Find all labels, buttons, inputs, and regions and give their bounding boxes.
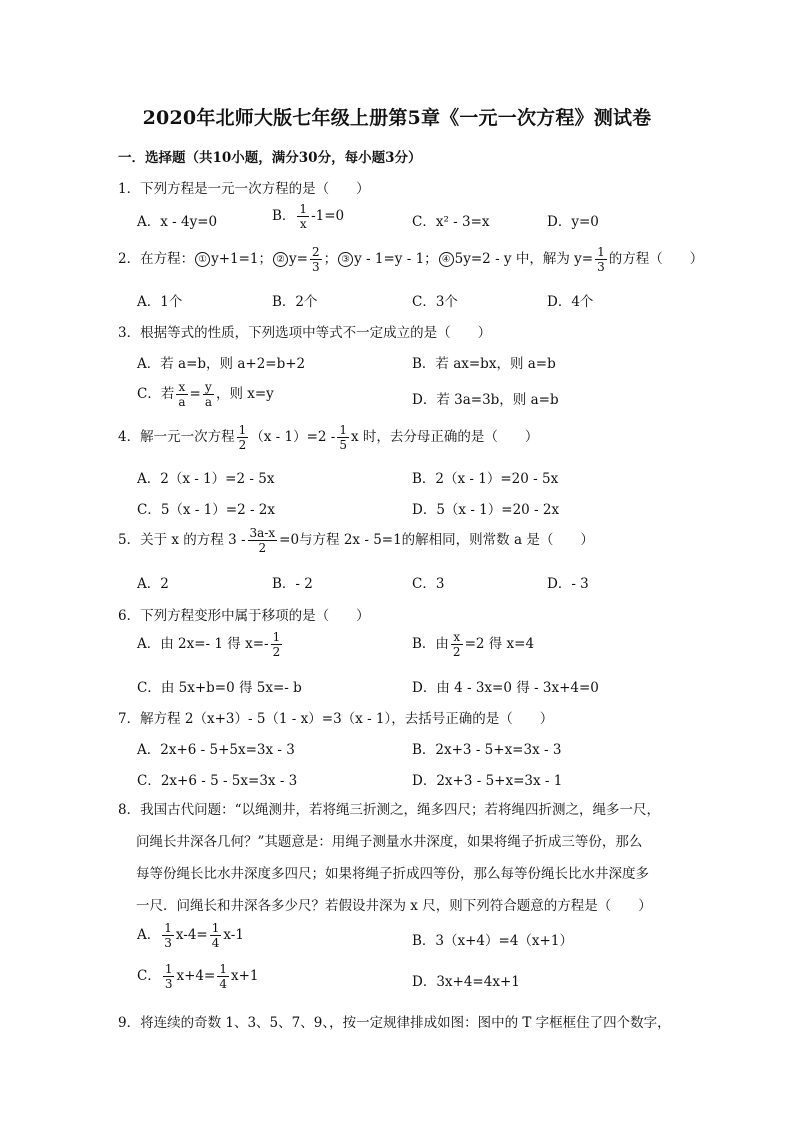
fraction bbox=[176, 381, 187, 408]
q3-option-b: B．若 ax=bx，则 a=b bbox=[412, 356, 556, 372]
equals-sign: = bbox=[189, 386, 201, 402]
q2-option-d: D．4个 bbox=[547, 294, 594, 310]
q2-equation-1: y+1=1； bbox=[211, 251, 273, 267]
q7-option-c: C．2x+6 - 5 - 5x=3x - 3 bbox=[137, 773, 298, 789]
q6-option-c: C．由 5x+b=0 得 5x=- b bbox=[137, 680, 302, 696]
fraction bbox=[203, 381, 214, 408]
question-7-stem: 7．解方程 2（x+3）- 5（1 - x）=3（x - 1），去括号正确的是（ ） bbox=[118, 711, 554, 727]
q4-prefix: 4．解一元一次方程 bbox=[118, 429, 235, 445]
q3-option-c bbox=[137, 381, 274, 408]
q8-line-1: 8．我国古代问题：“以绳测井，若将绳三折测之，绳多四尺；若将绳四折测之，绳多一尺， bbox=[118, 802, 660, 818]
fraction-numerator: x bbox=[451, 631, 463, 645]
q1-option-a: A．x - 4y=0 bbox=[137, 214, 218, 230]
fraction bbox=[248, 527, 278, 554]
question-4-stem bbox=[118, 424, 538, 451]
question-5-stem bbox=[118, 527, 594, 554]
q3-option-c-label: C．若 bbox=[137, 386, 175, 402]
q4-option-a: A．2（x - 1）=2 - 5x bbox=[137, 471, 275, 487]
q2-separator: ； bbox=[323, 251, 338, 267]
q1-option-b-rest: -1=0 bbox=[311, 208, 345, 224]
fraction-numerator: 1 bbox=[164, 962, 173, 976]
fraction-denominator: 2 bbox=[272, 645, 281, 659]
fraction-numerator: 1 bbox=[272, 630, 281, 644]
fraction-denominator: 2 bbox=[258, 541, 267, 555]
q8-line-3: 每等份绳长比水井深度多四尺；如果将绳子折成四等份，那么每等份绳长比水井深度多 bbox=[136, 866, 649, 882]
fraction-numerator: 2 bbox=[311, 245, 320, 259]
fraction-denominator: 3 bbox=[311, 260, 320, 274]
q8-line-4: 一尺．问绳长和井深各多少尺？若假设井深为 x 尺，则下列符合题意的方程是（ ） bbox=[136, 898, 652, 914]
q5-option-b: B．- 2 bbox=[272, 576, 313, 592]
circled-number-3: ③ bbox=[338, 252, 353, 267]
q1-option-b-label: B． bbox=[272, 208, 296, 224]
fraction-denominator: 3 bbox=[164, 936, 172, 950]
q5-suffix: =0与方程 2x - 5=1的解相同，则常数 a 是（ ） bbox=[279, 532, 594, 548]
q2-equation-3: y - 1=y - 1； bbox=[354, 251, 438, 267]
question-1-stem: 1．下列方程是一元一次方程的是（ ） bbox=[118, 181, 370, 197]
fraction-numerator: 1 bbox=[339, 423, 347, 437]
fraction bbox=[163, 963, 175, 990]
q5-option-d: D．- 3 bbox=[547, 576, 589, 592]
fraction-denominator: a bbox=[178, 395, 186, 409]
circled-number-4: ④ bbox=[439, 252, 454, 267]
q6-option-a bbox=[137, 631, 284, 658]
question-9-stem: 9．将连续的奇数 1、3、5、7、9、，按一定规律排成如图：图中的 T 字框框住了四个数字， bbox=[118, 1015, 671, 1031]
fraction-numerator: 1 bbox=[219, 962, 227, 976]
q1-option-c: C．x² - 3=x bbox=[412, 214, 490, 230]
q2-option-c: C．3个 bbox=[412, 294, 458, 310]
q4-suffix: x 时，去分母正确的是（ ） bbox=[350, 429, 539, 445]
fraction-numerator: y bbox=[203, 381, 214, 395]
q6-option-d: D．由 4 - 3x=0 得 - 3x+4=0 bbox=[412, 680, 599, 696]
q5-prefix: 5．关于 x 的方程 3 - bbox=[118, 532, 246, 548]
q2-equation-4: 5y=2 - y 中，解为 y= bbox=[454, 251, 594, 267]
q3-option-c-rest: ，则 x=y bbox=[215, 386, 274, 402]
q8-option-c bbox=[137, 963, 258, 990]
q5-option-a: A．2 bbox=[137, 576, 169, 592]
question-8-stem bbox=[118, 794, 678, 922]
q1-option-b bbox=[272, 203, 344, 230]
q2-solution-fraction bbox=[595, 246, 607, 273]
q8-option-c-rest: x+1 bbox=[230, 968, 259, 984]
q5-option-c: C．3 bbox=[412, 576, 445, 592]
fraction bbox=[162, 922, 174, 949]
q4-option-d: D．5（x - 1）=20 - 2x bbox=[412, 502, 560, 518]
q8-option-c-label: C． bbox=[137, 968, 161, 984]
fraction bbox=[210, 922, 222, 949]
fraction bbox=[451, 631, 463, 658]
q2-equation-2-fraction bbox=[310, 246, 322, 273]
q6-option-a-label: A．由 2x=- 1 得 x=- bbox=[137, 636, 269, 652]
fraction-numerator: 1 bbox=[238, 423, 247, 437]
q7-option-a: A．2x+6 - 5+5x=3x - 3 bbox=[137, 742, 295, 758]
fraction-denominator: 4 bbox=[219, 977, 227, 991]
fraction-numerator: x bbox=[176, 381, 187, 395]
circled-number-2: ② bbox=[273, 252, 288, 267]
fraction-denominator: 2 bbox=[238, 438, 247, 452]
q8-option-a-rest: x-1 bbox=[223, 927, 244, 943]
question-6-stem: 6．下列方程变形中属于移项的是（ ） bbox=[118, 608, 370, 624]
q2-option-b: B．2个 bbox=[272, 294, 318, 310]
question-2-stem bbox=[118, 246, 703, 273]
fraction-denominator: a bbox=[204, 395, 212, 409]
q2-suffix: 的方程（ ） bbox=[608, 251, 704, 267]
q8-option-c-middle: x+4= bbox=[176, 968, 216, 984]
q4-middle: （x - 1）=2 - bbox=[250, 429, 336, 445]
fraction-numerator: 1 bbox=[299, 202, 308, 216]
q3-option-a: A．若 a=b，则 a+2=b+2 bbox=[137, 356, 306, 372]
fraction-denominator: 5 bbox=[339, 438, 347, 452]
q8-option-b: B．3（x+4）=4（x+1） bbox=[412, 933, 573, 949]
q6-option-b-label: B．由 bbox=[412, 636, 449, 652]
fraction-denominator: 3 bbox=[164, 977, 173, 991]
q8-option-d: D．3x+4=4x+1 bbox=[412, 974, 520, 990]
fraction-denominator: 3 bbox=[597, 260, 605, 274]
q4-option-b: B．2（x - 1）=20 - 5x bbox=[412, 471, 559, 487]
q4-option-c: C．5（x - 1）=2 - 2x bbox=[137, 502, 276, 518]
q8-line-2: 问绳长井深各几何？”其题意是：用绳子测量水井深度，如果将绳子折成三等份，那么 bbox=[136, 834, 643, 850]
fraction bbox=[217, 963, 229, 990]
page-title: 2020年北师大版七年级上册第5章《一元一次方程》测试卷 bbox=[142, 107, 652, 129]
q2-equation-2: y= bbox=[289, 251, 308, 267]
fraction-denominator: 2 bbox=[452, 645, 461, 659]
q2-prefix: 2．在方程： bbox=[118, 251, 195, 267]
section-heading: 一．选择题（共10小题，满分30分，每小题3分） bbox=[118, 150, 422, 166]
fraction-numerator: 1 bbox=[597, 245, 605, 259]
q2-option-a: A．1个 bbox=[137, 294, 183, 310]
q7-option-d: D．2x+3 - 5+x=3x - 1 bbox=[412, 773, 563, 789]
fraction bbox=[337, 424, 349, 451]
q3-option-d: D．若 3a=3b，则 a=b bbox=[412, 392, 559, 408]
question-3-stem: 3．根据等式的性质，下列选项中等式不一定成立的是（ ） bbox=[118, 325, 492, 341]
q1-option-d: D．y=0 bbox=[547, 214, 599, 230]
q8-option-a-label: A． bbox=[137, 927, 161, 943]
q8-option-a bbox=[137, 922, 244, 949]
fraction-numerator: 1 bbox=[164, 921, 172, 935]
fraction bbox=[271, 631, 283, 658]
q7-option-b: B．2x+3 - 5+x=3x - 3 bbox=[412, 742, 562, 758]
circled-number-1: ① bbox=[195, 252, 210, 267]
q6-option-b-rest: =2 得 x=4 bbox=[464, 636, 535, 652]
fraction bbox=[237, 424, 249, 451]
q6-option-b bbox=[412, 631, 534, 658]
fraction-denominator: x bbox=[299, 217, 307, 231]
fraction-denominator: 4 bbox=[211, 936, 220, 950]
q1-option-b-fraction bbox=[297, 203, 309, 230]
q8-option-a-middle: x-4= bbox=[175, 927, 208, 943]
fraction-numerator: 3a-x bbox=[249, 526, 276, 540]
fraction-numerator: 1 bbox=[211, 921, 220, 935]
